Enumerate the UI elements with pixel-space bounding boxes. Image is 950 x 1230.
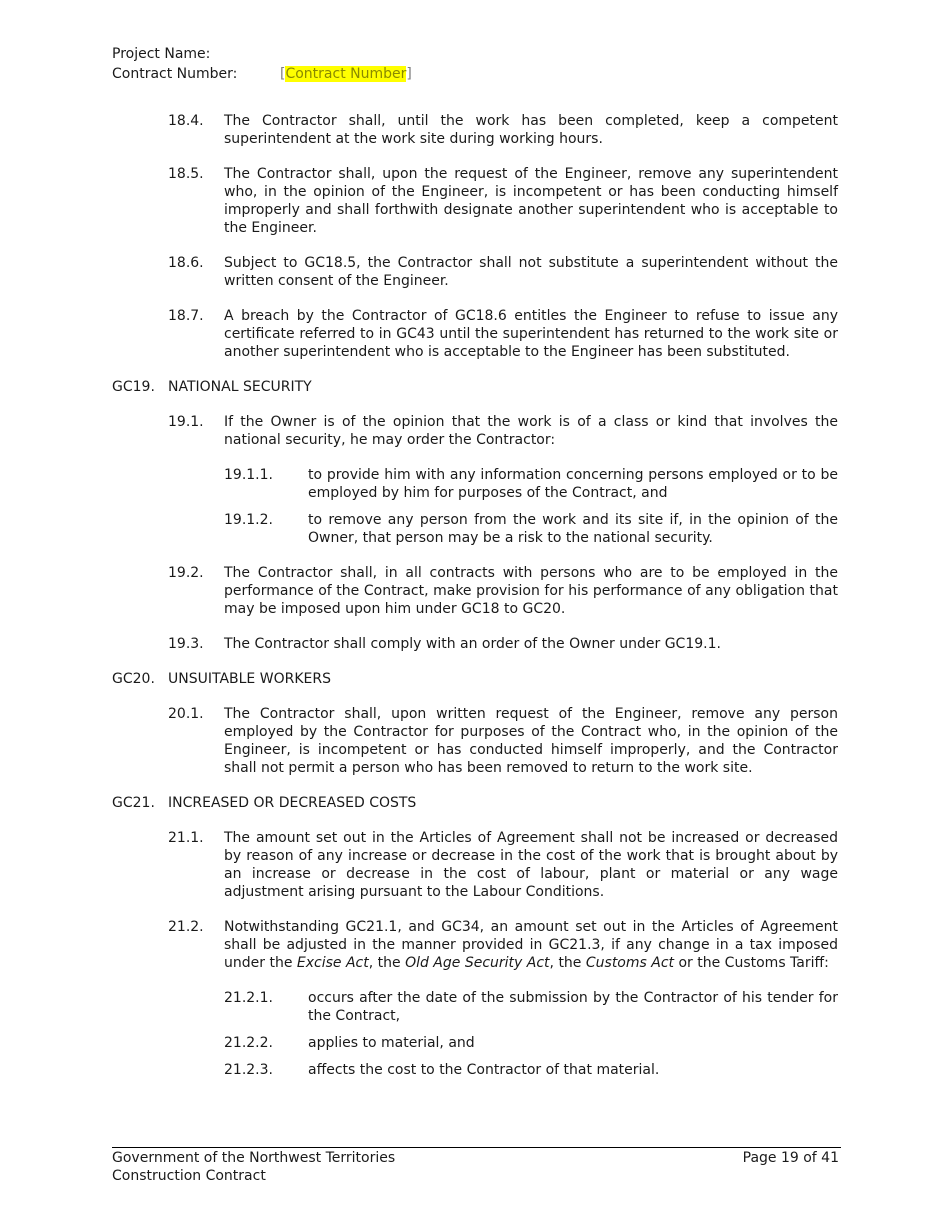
bracket-close: ] xyxy=(406,66,412,82)
clause-text-part: or the Customs Tariff: xyxy=(674,955,829,971)
subclause-text: to remove any person from the work and its site if, in the opinion of the Owner, that person may be a risk to the national security. xyxy=(308,512,838,546)
section-title: UNSUITABLE WORKERS xyxy=(168,671,331,687)
section-number: GC21. xyxy=(112,795,155,811)
clause-text: A breach by the Contractor of GC18.6 entitles the Engineer to refuse to issue any certificate referred to in GC43 until the superintendent has returned to the work site or another superintendent who is acceptable to the Engineer has been substituted. xyxy=(224,308,838,360)
act-name-excise: Excise Act xyxy=(296,955,369,971)
section-number: GC19. xyxy=(112,379,155,395)
contract-number-placeholder: Contract Number xyxy=(285,66,407,82)
act-name-customs: Customs Act xyxy=(585,955,675,971)
clause-number: 18.5. xyxy=(168,166,204,182)
section-title: NATIONAL SECURITY xyxy=(168,379,312,395)
clause-number: 21.1. xyxy=(168,830,204,846)
footer-divider xyxy=(112,1147,841,1148)
clause-18-4 xyxy=(112,112,838,148)
clause-text: The Contractor shall, in all contracts with persons who are to be employed in the performance of the Contract, make provision for his performance of any obligation that may be imposed upon him under GC18 to GC20. xyxy=(224,565,838,617)
contract-number-row xyxy=(112,64,412,84)
page-footer xyxy=(112,1149,839,1185)
project-name-label: Project Name: xyxy=(112,46,211,62)
clause-18-7 xyxy=(112,307,838,361)
clause-text: The Contractor shall, upon written request of the Engineer, remove any person employed by the Contractor for purposes of the Contract who, in the opinion of the Engineer, is incompetent or has conducted himself improperly, and the Contractor shall not permit a person who has been removed to return to the work site. xyxy=(224,706,838,776)
clause-21-2-2 xyxy=(112,1034,838,1052)
clause-21-2-3 xyxy=(112,1061,838,1079)
clause-21-1 xyxy=(112,829,838,901)
clause-text-part: Notwithstanding GC21.1, and GC34, an amount set out in the Articles of Agreement shall be adjusted in the manner provided in GC21.3, if any change in a tax imposed under the xyxy=(224,919,838,971)
act-name-old-age-security: Old Age Security Act xyxy=(405,955,550,971)
clause-18-5 xyxy=(112,165,838,237)
clause-19-1 xyxy=(112,413,838,449)
subclause-number: 21.2.2. xyxy=(224,1035,273,1051)
subclause-text: affects the cost to the Contractor of that material. xyxy=(308,1062,660,1078)
subclause-number: 19.1.1. xyxy=(224,467,273,483)
clause-21-2 xyxy=(112,918,838,972)
clause-21-2-1 xyxy=(112,989,838,1025)
contract-number-field[interactable] xyxy=(280,64,412,84)
subclause-number: 19.1.2. xyxy=(224,512,273,528)
clause-19-1-1 xyxy=(112,466,838,502)
clause-text: The Contractor shall, upon the request of the Engineer, remove any superintendent who, in the opinion of the Engineer, is incompetent or has been conducting himself improperly and shall forthwith designate another superintendent who is acceptable to the Engineer. xyxy=(224,166,838,236)
clause-number: 20.1. xyxy=(168,706,204,722)
section-heading-gc20 xyxy=(112,670,838,688)
section-title: INCREASED OR DECREASED COSTS xyxy=(168,795,417,811)
subclause-text: applies to material, and xyxy=(308,1035,475,1051)
clause-20-1 xyxy=(112,705,838,777)
clause-number: 19.1. xyxy=(168,414,204,430)
footer-organization: Government of the Northwest Territories xyxy=(112,1150,396,1166)
clause-number: 21.2. xyxy=(168,919,204,935)
clause-number: 19.3. xyxy=(168,636,204,652)
section-heading-gc21 xyxy=(112,794,838,812)
subclause-text: to provide him with any information concerning persons employed or to be employed by him for purposes of the Contract, and xyxy=(308,467,838,501)
page-header xyxy=(112,44,412,84)
clause-text: The Contractor shall, until the work has been completed, keep a competent superintendent at the work site during working hours. xyxy=(224,113,838,147)
clause-text-part: , the xyxy=(368,955,406,971)
clause-19-3 xyxy=(112,635,838,653)
clause-number: 18.7. xyxy=(168,308,204,324)
clause-text: If the Owner is of the opinion that the work is of a class or kind that involves the national security, he may order the Contractor: xyxy=(224,414,838,448)
clause-number: 18.6. xyxy=(168,255,204,271)
clause-number: 19.2. xyxy=(168,565,204,581)
bracket-open: [ xyxy=(280,66,286,82)
contract-number-label: Contract Number: xyxy=(112,66,238,82)
clause-text: The Contractor shall comply with an order of the Owner under GC19.1. xyxy=(224,636,721,652)
document-body xyxy=(112,112,838,1088)
page-number: Page 19 of 41 xyxy=(742,1150,839,1166)
clause-text xyxy=(224,918,838,972)
subclause-number: 21.2.3. xyxy=(224,1062,273,1078)
subclause-number: 21.2.1. xyxy=(224,990,273,1006)
subclause-text: occurs after the date of the submission by the Contractor of his tender for the Contract, xyxy=(308,990,838,1024)
section-number: GC20. xyxy=(112,671,155,687)
footer-document-name: Construction Contract xyxy=(112,1168,266,1184)
clause-18-6 xyxy=(112,254,838,290)
clause-19-2 xyxy=(112,564,838,618)
section-heading-gc19 xyxy=(112,378,838,396)
clause-text: Subject to GC18.5, the Contractor shall not substitute a superintendent without the written consent of the Engineer. xyxy=(224,255,838,289)
clause-number: 18.4. xyxy=(168,113,204,129)
project-name-row xyxy=(112,44,412,64)
clause-19-1-2 xyxy=(112,511,838,547)
clause-text-part: , the xyxy=(549,955,586,971)
clause-text: The amount set out in the Articles of Agreement shall not be increased or decreased by reason of any increase or decrease in the cost of the work that is brought about by an increase or decrease in the cost of labour, plant or material or any wage adjustment arising pursuant to the Labour Conditions. xyxy=(224,830,838,900)
